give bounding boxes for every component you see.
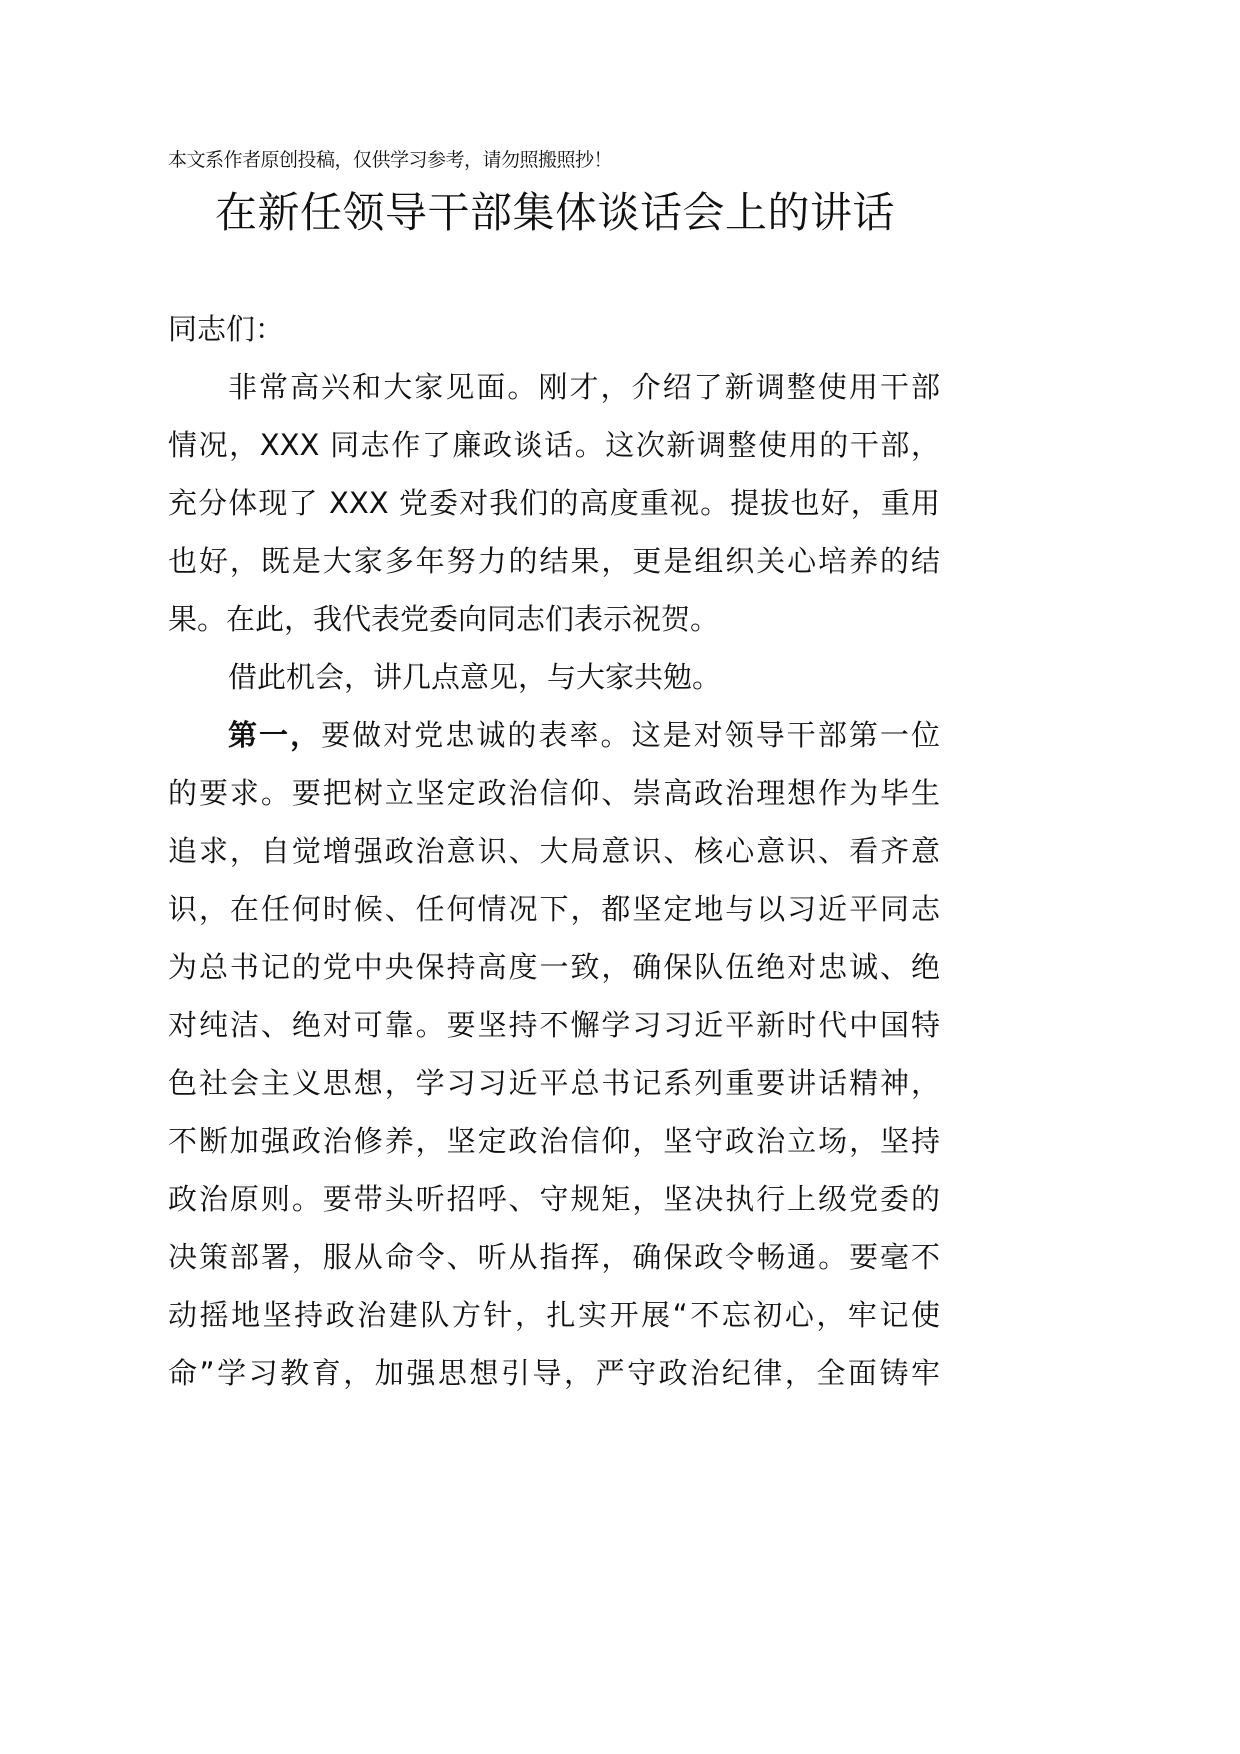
text-line bbox=[168, 474, 940, 532]
text-line bbox=[168, 358, 940, 416]
line-text: 借此机会，讲几点意见，与大家共勉。 bbox=[228, 660, 722, 694]
text-line bbox=[168, 938, 940, 996]
line-text: 不断加强政治修养，坚定政治信仰，坚守政治立场，坚持 bbox=[168, 1124, 940, 1158]
text-line bbox=[168, 1286, 940, 1344]
text-line bbox=[168, 590, 940, 648]
line-text: 也好，既是大家多年努力的结果，更是组织关心培养的结 bbox=[168, 544, 940, 578]
document-title: 在新任领导干部集体谈话会上的讲话 bbox=[214, 188, 895, 237]
line-text: 非常高兴和大家见面。刚才，介绍了新调整使用干部 bbox=[228, 370, 940, 404]
line-text: 果。在此，我代表党委向同志们表示祝贺。 bbox=[168, 602, 720, 636]
line-text: 动摇地坚持政治建队方针，扎实开展“不忘初心，牢记使 bbox=[168, 1298, 940, 1332]
line-text: 充分体现了 XXX 党委对我们的高度重视。提拔也好，重用 bbox=[168, 486, 940, 520]
text-line bbox=[168, 764, 940, 822]
document-body bbox=[168, 300, 940, 1402]
line-text: 同志们： bbox=[168, 312, 285, 346]
text-line bbox=[168, 648, 940, 706]
text-line bbox=[168, 532, 940, 590]
line-text: 为总书记的党中央保持高度一致，确保队伍绝对忠诚、绝 bbox=[168, 950, 940, 984]
line-text: 识，在任何时候、任何情况下，都坚定地与以习近平同志 bbox=[168, 892, 940, 926]
line-text: 要做对党忠诚的表率。这是对领导干部第一位 bbox=[321, 718, 940, 752]
line-text: 色社会主义思想，学习习近平总书记系列重要讲话精神， bbox=[168, 1066, 940, 1100]
text-line bbox=[168, 1054, 940, 1112]
section-label: 第一， bbox=[228, 718, 322, 752]
line-text: 对纯洁、绝对可靠。要坚持不懈学习习近平新时代中国特 bbox=[168, 1008, 940, 1042]
text-line bbox=[168, 416, 940, 474]
line-text: 情况，XXX 同志作了廉政谈话。这次新调整使用的干部， bbox=[168, 428, 940, 462]
text-line bbox=[168, 1344, 940, 1402]
text-line bbox=[168, 706, 940, 764]
line-text: 的要求。要把树立坚定政治信仰、崇高政治理想作为毕生 bbox=[168, 776, 940, 810]
line-text: 决策部署，服从命令、听从指挥，确保政令畅通。要毫不 bbox=[168, 1240, 940, 1274]
text-line bbox=[168, 1112, 940, 1170]
text-line bbox=[168, 822, 940, 880]
line-text: 命”学习教育，加强思想引导，严守政治纪律，全面铸牢 bbox=[168, 1356, 940, 1390]
text-line bbox=[168, 880, 940, 938]
text-line bbox=[168, 300, 940, 358]
line-text: 政治原则。要带头听招呼、守规矩，坚决执行上级党委的 bbox=[168, 1182, 940, 1216]
text-line bbox=[168, 1170, 940, 1228]
text-line bbox=[168, 996, 940, 1054]
text-line bbox=[168, 1228, 940, 1286]
copyright-notice: 本文系作者原创投稿，仅供学习参考，请勿照搬照抄！ bbox=[168, 149, 613, 171]
line-text: 追求，自觉增强政治意识、大局意识、核心意识、看齐意 bbox=[168, 834, 940, 868]
